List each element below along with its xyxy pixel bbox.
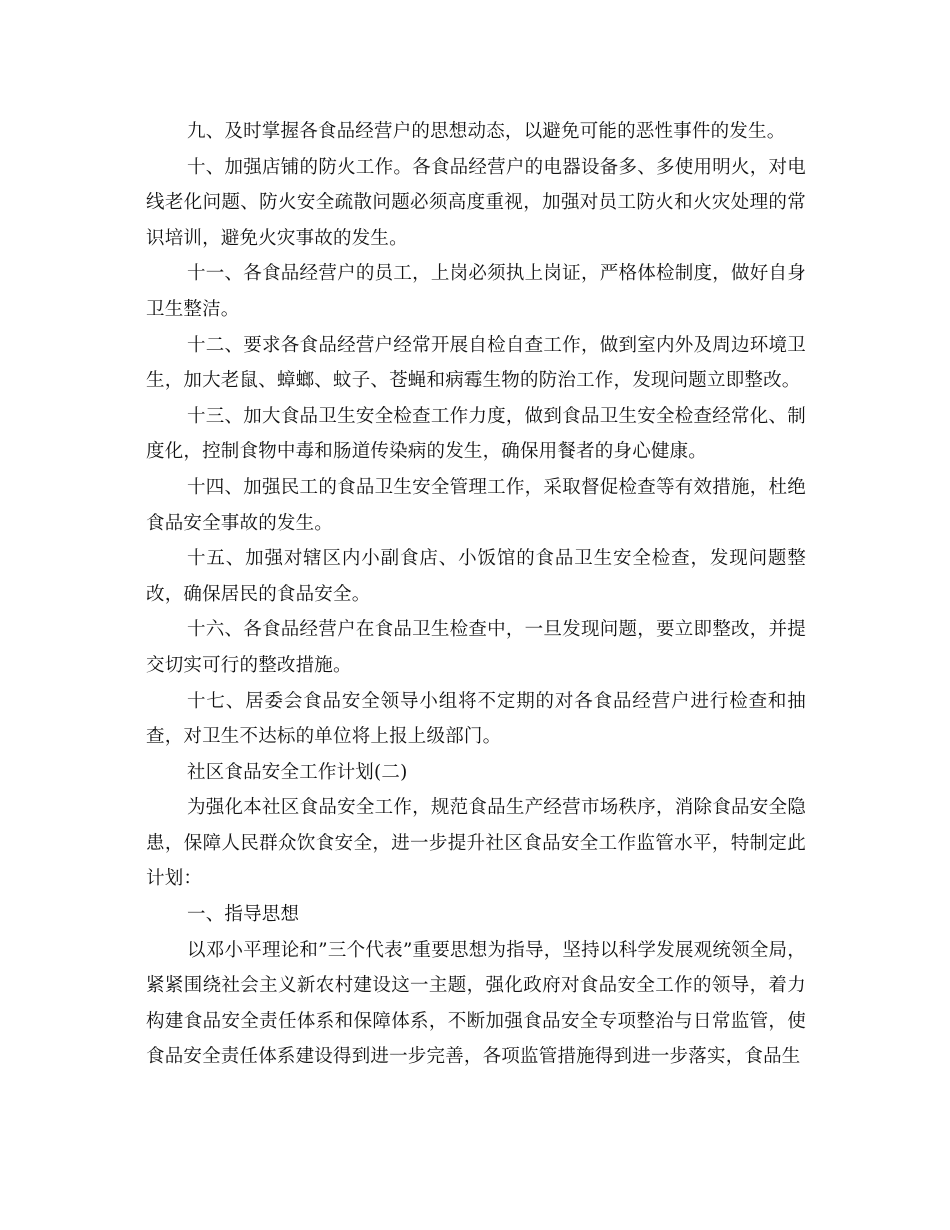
paragraph-item-10: 十、加强店铺的防火工作。各食品经营户的电器设备多、多使用明火，对电线老化问题、防火安全疏散问题必须高度重视，加强对员工防火和火灾处理的常识培训，避免火灾事故的发生。 xyxy=(146,156,806,249)
intro-paragraph: 为强化本社区食品安全工作，规范食品生产经营市场秩序，消除食品安全隐患，保障人民群众饮食安全，进一步提升社区食品安全工作监管水平，特制定此计划： xyxy=(146,797,806,890)
paragraph-item-13: 十三、加大食品卫生安全检查工作力度，做到食品卫生安全检查经常化、制度化，控制食物中毒和肠道传染病的发生，确保用餐者的身心健康。 xyxy=(146,405,806,463)
guiding-ideology-paragraph: 以邓小平理论和”三个代表”重要思想为指导，坚持以科学发展观统领全局，紧紧围绕社会主义新农村建设这一主题，强化政府对食品安全工作的领导，着力构建食品安全责任体系和保障体系，不断加强食品安全专项整治与日常监管，使食品安全责任体系建设得到进一步完善，各项监管措施得到进一步落实，食品生 xyxy=(146,939,806,1068)
document-body xyxy=(146,114,806,1075)
paragraph-item-9: 九、及时掌握各食品经营户的思想动态，以避免可能的恶性事件的发生。 xyxy=(187,121,786,142)
paragraph-item-16: 十六、各食品经营户在食品卫生检查中，一旦发现问题，要立即整改，并提交切实可行的整改措施。 xyxy=(146,619,806,676)
paragraph-item-15: 十五、加强对辖区内小副食店、小饭馆的食品卫生安全检查，发现问题整改，确保居民的食品安全。 xyxy=(146,548,806,605)
paragraph-item-11: 十一、各食品经营户的员工，上岗必须执上岗证，严格体检制度，做好自身卫生整洁。 xyxy=(146,263,806,320)
paragraph-item-12: 十二、要求各食品经营户经常开展自检自查工作，做到室内外及周边环境卫生，加大老鼠、蟑螂、蚊子、苍蝇和病霉生物的防治工作，发现问题立即整改。 xyxy=(146,334,806,392)
paragraph-item-14: 十四、加强民工的食品卫生安全管理工作，采取督促检查等有效措施，杜绝食品安全事故的发生。 xyxy=(146,476,806,534)
section-title-plan-two: 社区食品安全工作计划(二) xyxy=(187,761,408,783)
paragraph-item-17: 十七、居委会食品安全领导小组将不定期的对各食品经营户进行检查和抽查，对卫生不达标的单位将上报上级部门。 xyxy=(146,690,806,748)
section-heading-guiding-ideology: 一、指导思想 xyxy=(187,904,300,926)
